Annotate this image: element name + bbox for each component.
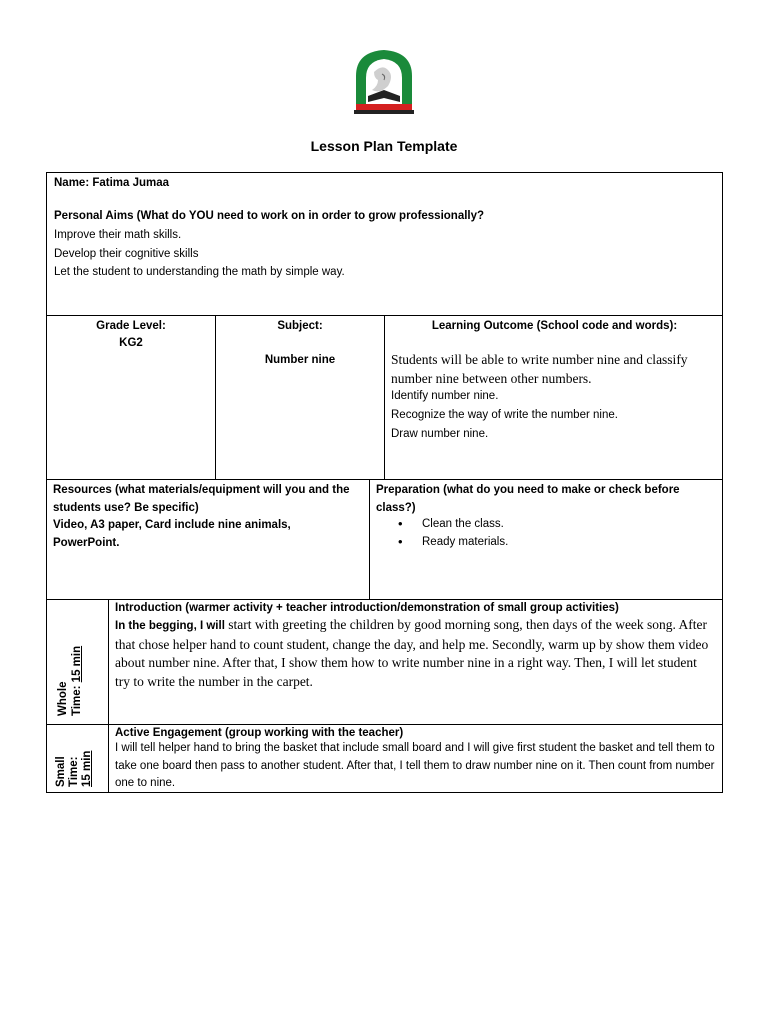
teacher-name: Name: Fatima Jumaa: [54, 177, 170, 189]
list-item: • Ready materials.: [376, 533, 716, 551]
active-engagement-note: (group working with the teacher): [224, 727, 404, 739]
list-item: • Clean the class.: [376, 515, 716, 533]
preparation-label: Preparation: [376, 484, 440, 496]
subject-value: Number nine: [264, 354, 336, 366]
resources-value: Video, A3 paper, Card include nine animals, PowerPoint.: [53, 519, 291, 549]
school-logo: [352, 46, 416, 116]
learning-outcome-statement: Students will be able to write number nine and classify number nine between other numbers.: [391, 352, 688, 386]
whole-group-section: [46, 599, 723, 725]
introduction-label: Introduction: [115, 602, 183, 614]
whole-side-label: [56, 646, 84, 716]
personal-aims-question: (What do YOU need to work on in order to grow professionally?: [136, 210, 485, 222]
preparation-question: (what do you need to make or check before class?): [376, 484, 680, 514]
resources-label: Resources: [53, 484, 112, 496]
small-time-label: Time:: [68, 756, 80, 787]
whole-time: Time: 15 min: [71, 645, 83, 716]
whole-label: Whole: [57, 681, 69, 716]
personal-aims-heading: [54, 207, 714, 225]
aim-line: Develop their cognitive skills: [54, 248, 199, 260]
resources-question: (what materials/equipment will you and the students use? Be specific): [53, 484, 350, 514]
small-side-label: [55, 751, 94, 787]
subject-label: Subject:: [277, 320, 323, 332]
resources-heading: [53, 481, 363, 517]
outcome-item: Recognize the way of write the number nine.: [391, 409, 618, 421]
introduction-note: (warmer activity + teacher introduction/demonstration of small group activities): [185, 602, 619, 614]
active-engagement-text: I will tell helper hand to bring the basket that include small board and I will give first student the basket and tell them to take one board then pass to another student. After that, I tell them to draw number nine on it. Then count from number one to nine.: [115, 742, 715, 789]
aim-line: Let the student to understanding the math by simple way.: [54, 266, 345, 278]
small-time: 15 min: [81, 750, 93, 787]
personal-aims-label: Personal Aims: [54, 210, 134, 222]
introduction-text: In the begging, I will start with greeting the children by good morning song, then days of the week song. After that chose helper hand to count student, change the day, and help me. Secondly, warm up by show them video about number nine. After that, I show them how to write number nine in a right way. Then, I will let student try to write the number in the carpet.: [115, 617, 709, 689]
grade-subject-outcome-section: [46, 315, 723, 480]
preparation-heading: [376, 481, 716, 517]
grade-label: Grade Level:: [96, 320, 166, 332]
page-title: Lesson Plan Template: [310, 138, 458, 154]
preparation-list: [376, 515, 716, 551]
grade-value: KG2: [119, 337, 143, 349]
learning-outcome-label: Learning Outcome (School code and words):: [431, 320, 678, 332]
active-engagement-label: Active Engagement: [115, 727, 222, 739]
resources-preparation-section: [46, 479, 723, 600]
small-group-section: [46, 724, 723, 793]
introduction-heading: [115, 599, 715, 617]
outcome-item: Draw number nine.: [391, 428, 489, 440]
small-label: Small: [55, 756, 67, 787]
outcome-item: Identify number nine.: [391, 390, 499, 402]
aim-line: Improve their math skills.: [54, 229, 182, 241]
name-aims-section: [46, 172, 723, 316]
